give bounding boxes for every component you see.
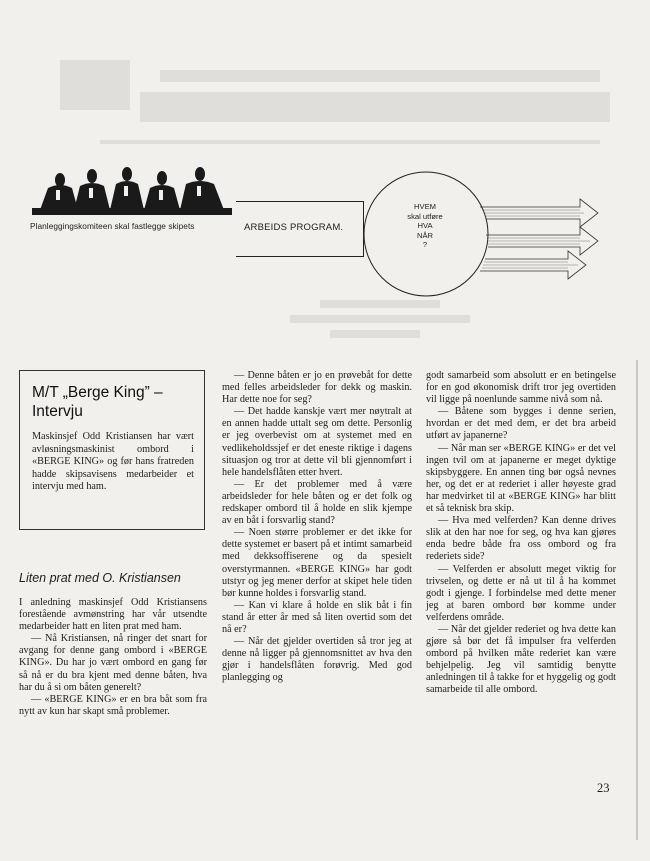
paragraph: — Båtene som bygges i denne serien, hvordan er det med dem, er det bra arbeid utført av japanerne? [426, 406, 616, 442]
article-title: M/T „Berge King” – Intervju [32, 384, 163, 420]
circle-line-3: HVA [417, 221, 433, 231]
paragraph: godt samarbeid som absolutt er en betingelse for en god økonomisk drift tror jeg overtiden vil ligge på noenlunde samme nivå som nå. [426, 370, 616, 406]
paragraph: — Når det gjelder overtiden så tror jeg at denne nå ligger på gjennomsnittet av hva den gjør i handelsflåten forøvrig. Med god planlegging og [222, 636, 412, 684]
work-program-label: ARBEIDS PROGRAM. [244, 222, 344, 233]
planning-circle-diagram [340, 155, 600, 315]
page-edge-shadow [636, 360, 638, 840]
committee-illustration [30, 160, 250, 220]
column-2 [222, 370, 412, 684]
paragraph: — Det hadde kanskje vært mer nøytralt at en annen hadde uttalt seg om dette. Personlig er jeg overbevist om at systemet med en vedlikeholdssjef er det eneste riktige i dagens situasjon og tror at dette vil bli gjennomført i hele handelsflåten etter hvert. [222, 406, 412, 478]
paragraph: — «BERGE KING» er en bra båt som fra nytt av kun har skapt små problemer. [19, 693, 207, 717]
circle-line-1: HVEM [414, 202, 436, 211]
paragraph: — Når man ser «BERGE KING» er det vel ingen tvil om at japanerne er meget dyktige skipsbyggere. En annen ting bør også nevnes her, og det er at rederiet i aller høyeste grad har medvirket til at «BERGE KING» har blitt et så teknisk bra skip. [426, 442, 616, 515]
column-3 [426, 370, 616, 697]
circle-line-2: skal utføre [407, 211, 443, 221]
subheading: Liten prat med O. Kristiansen [19, 571, 181, 585]
paragraph: — Denne båten er jo en prøvebåt for dette med felles arbeidsleder for dekk og maskin. Har dette noe for seg? [222, 370, 412, 406]
paragraph: — Kan vi klare å holde en slik båt i fin stand år etter år med så liten overtid som det nå er? [222, 599, 412, 635]
page-number: 23 [597, 781, 610, 795]
paragraph: — Noen større problemer er det ikke for dette systemet er basert på et intimt samarbeid med dekksoffiserene og da spesielt overstyrmannen. «BERGE KING» har godt utstyr og jeg mener derfor at skipet hele tiden bør kunne holdes i forsvarlig stand. [222, 527, 412, 599]
figure-caption: Planleggingskomiteen skal fastlegge skipets [30, 221, 195, 231]
paragraph: I anledning maskinsjef Odd Kristiansens forestående avmønstring har vår utsendte medarbeider hatt en liten prat med ham. [19, 597, 207, 633]
paragraph: — Er det problemer med å være arbeidsleder for hele båten og er det folk og redskaper ombord til å holde en slik kjempe av en båt i forsvarlig stand? [222, 478, 412, 527]
circle-line-4: NÅR [416, 230, 434, 240]
paragraph: — Nå Kristiansen, nå ringer det snart for avgang for denne gang ombord i «BERGE KING». Du har jo vært ombord en gang før så nå er du bra kjent med denne båten, hva har du å si om båten generelt? [19, 633, 207, 693]
intro-box [19, 370, 205, 530]
circle-line-5: ? [422, 240, 428, 250]
column-1 [19, 597, 207, 718]
paragraph: — Hva med velferden? Kan denne drives slik at den har noe for seg, og hva kan gjøres enda bedre både fra oss ombord og fra rederiets side? [426, 515, 616, 563]
intro-text: Maskinsjef Odd Kristiansen har vært avløsningsmaskinist ombord i «BERGE KING» og før hans fratreden hadde skipsavisens medarbeider et intervju med ham. [32, 431, 194, 492]
paragraph: — Når det gjelder rederiet og hva dette kan gjøre så bør det få impulser fra velferden ombord på hvilken måte rederiet kan være behjelpelig. Jeg vil samtidig benytte anledningen til å takke for et hyggelig og godt samarbeide til alle ombord. [426, 623, 616, 696]
circle-question [383, 202, 467, 250]
paragraph: — Velferden er absolutt meget viktig for trivselen, og dette er nå ut til å ha kommet godt i gjenge. I forbindelse med dette mener jeg at baren ombord bør komme under velferdens område. [426, 563, 616, 623]
